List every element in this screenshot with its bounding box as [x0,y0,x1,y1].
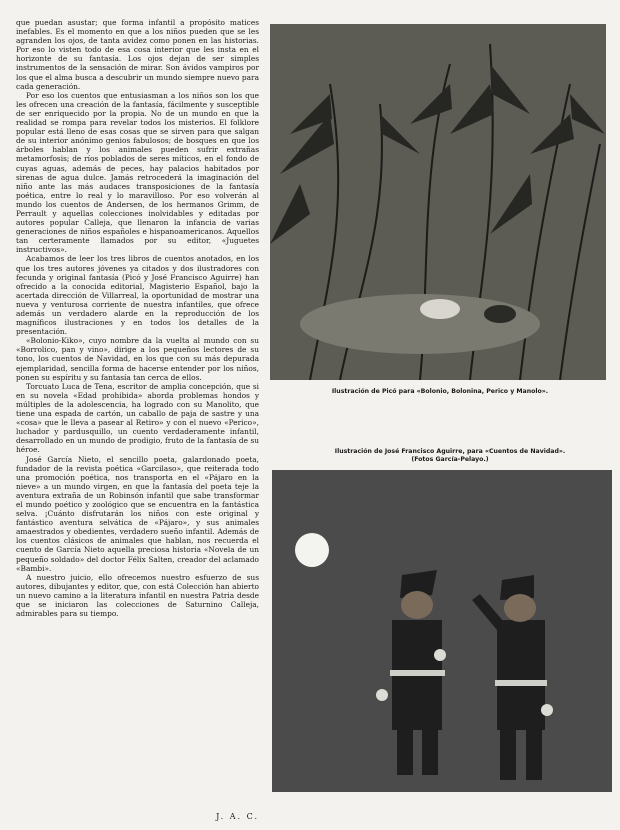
jungle-illustration [270,24,606,380]
paragraph: A nuestro juicio, ello ofrecemos nuestro esfuerzo de sus autores, dibujantes y editor, que, con está Colección han abierto un nuevo camino a la literatura infantil en nuestra Patria desde que se iniciaron las colecciones de Saturnino Calleja, admirables para su tiempo. [16,572,259,619]
soldiers-illustration [272,470,612,792]
figure-caption: Ilustración de Picó para «Bolonio, Bolonina, Perico y Manolo». [331,388,549,395]
article-body [16,18,259,618]
paragraph: «Bolonio-Kiko», cuyo nombre da la vuelta al mundo con su «Borrolico, pan y vino», dirige a los pequeños lectores de su tono, los cuentos de Navidad, en los que con su más depurada ejemplaridad, sencilla forma de hacerse entender por los niños, ponen su espíritu y su fantasía tan cerca de ellos. [16,336,259,382]
paragraph: Por eso los cuentos que entusiasman a los niños son los que les ofrecen una creación de la fantasía, fácilmente y susceptible de ser enriquecido por la propia. No de un mundo en que la realidad se rompa para revelar todos los misterios. El folklore popular está lleno de esas cosas que se sirven para que salgan de su interior anónimo genios fabulosos; de bosques en que los árboles hablan y los animales pueden sufrir extrañas metamorfosis; de ríos poblados de seres míticos, en el fondo de cuyas aguas, además de peces, hay palacios habitados por sirenas de agua dulce. Jamás retrocederá la imaginación del niño ante las más audaces transposiciones de la fantasía poética, entre lo real y lo maravilloso. Por eso volverán al mundo los cuentos de Andersen, de los hermanos Grimm, de Perrault y aquellas colecciones inolvidables y editadas por autores popular Calleja, que llenaron la infancia de varias generaciones de niños españoles e hispanoamericanos. Aquellos tan certeramente llamados por su editor, «Juguetes instructivos». [16,90,259,255]
author-signature: J. A. C. [216,812,259,821]
paragraph: Torcuato Luca de Tena, escritor de amplia concepción, que si en su novela «Edad prohibida» aborda problemas hondos y múltiples de la adolescencia, ha logrado con su Manolito, que tiene una espada de cartón, un caballo de paja de sastre y una «cosa» que le lleva a pasear al Retiro» y con el nuevo «Perico», luchador y pardusquillo, un cuento verdaderamente infantil, desarrollado en un mundo de prodigio, fruto de la fantasía de su héroe. [16,381,259,455]
figure-caption: Ilustración de José Francisco Aguirre, para «Cuentos de Navidad». (Fotos García-Pelayo.) [334,448,566,463]
article-column [16,18,259,618]
paragraph: Acabamos de leer los tres libros de cuentos anotados, en los que los tres autores jóvenes ya citados y dos ilustradores con fecunda y original fantasía (Picó y José Francisco Aguirre) han ofrecido a la conocida editorial, Magisterio Español, bajo la acertada dirección de Villarreal, la oportunidad de mostrar una nueva y venturosa corriente de nuestra infantiles, que ofrece además un verdadero alarde en la reproducción de los magníficos ilustraciones y en todos los detalles de la presentación. [16,254,259,337]
soldiers-illustration-drawing [272,470,612,792]
paragraph: que puedan asustar; que forma infantil a propósito matices inefables. Es el momento en que a los niños pueden que se les agranden los ojos, de tanta avidez como ponen en las historias. Por eso lo visten todo de esa cosa interior que les insta en el horizonte de su fantasía. Los ojos dejan de ser simples instrumentos de la sensación de mirar. Son ávidos vampiros por los que el alma busca a descubrir un mundo siempre nuevo para cada generación. [16,18,259,91]
paragraph: José García Nieto, el sencillo poeta, galardonado poeta, fundador de la revista poética «Garcilaso», que reiterada todo una promoción poética, nos transporta en el «Pájaro en la nieve» a un mundo virgen, en que la fantasía del poeta teje la aventura extraña de un Robinsón infantil que sabe transformar el mundo poético y zoológico que se encuentra en la fantástica selva. ¡Cuánto disfrutarán los niños con este original y fantástico aventura selvática de «Pájaro», y sus animales amaestrados y obedientes, verdadero sueño infantil. Además de los cuentos clásicos de animales que hablan, nos recuerda el cuento de García Nieto aquella preciosa historia «Novela de un pequeño soldado» del doctor Félix Salten, creador del aclamado «Bambi». [16,454,259,573]
jungle-illustration-drawing [270,24,606,380]
